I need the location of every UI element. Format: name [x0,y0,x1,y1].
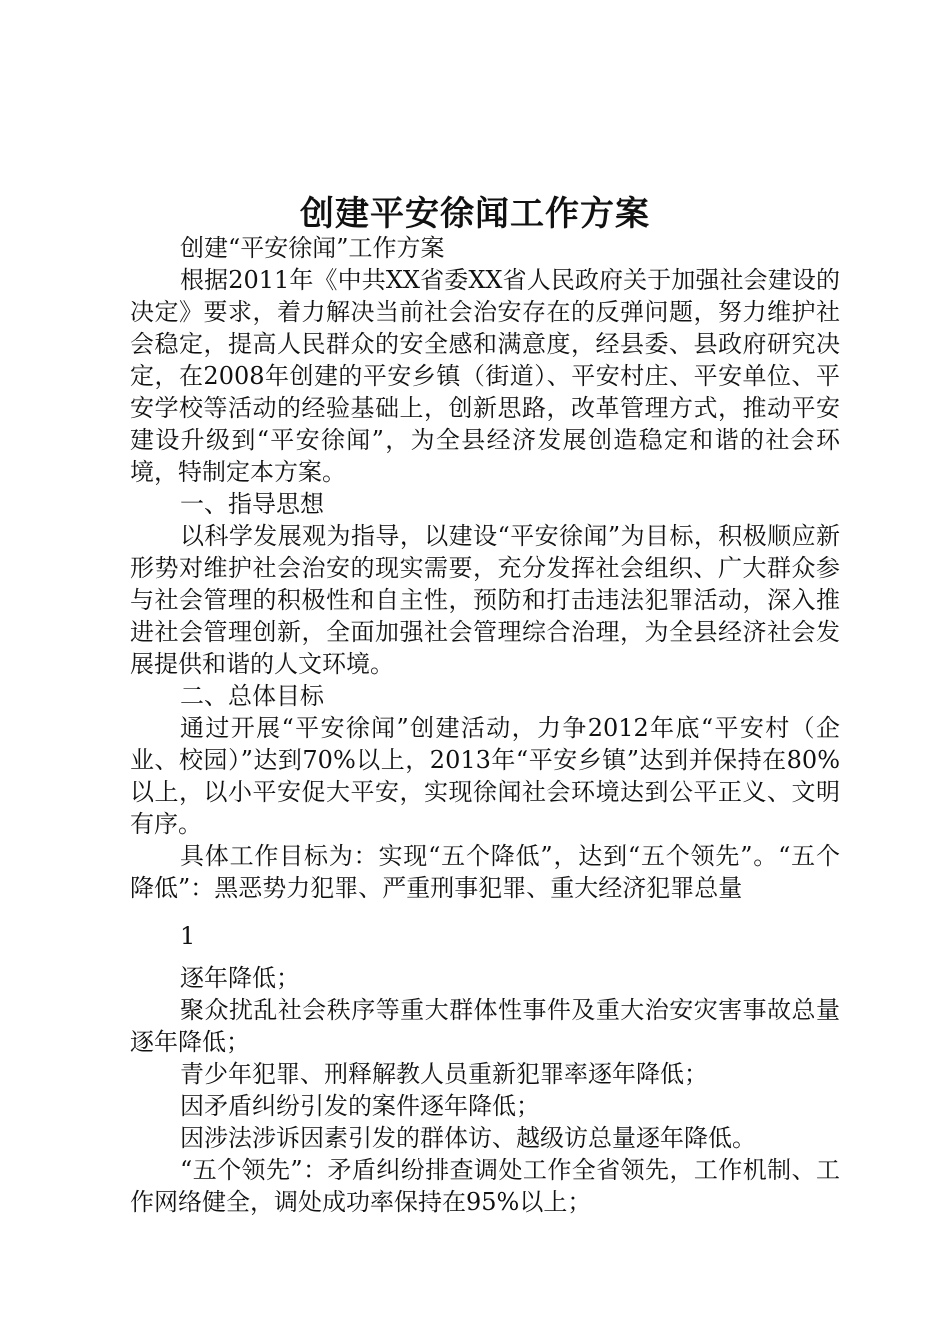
paragraph: 根据2011年《中共XX省委XX省人民政府关于加强社会建设的决定》要求，着力解决当前社会治安存在的反弹问题，努力维护社会稳定，提高人民群众的安全感和满意度，经县委、县政府研究决定，在2008年创建的平安乡镇（街道）、平安村庄、平安单位、平安学校等活动的经验基础上，创新思路，改革管理方式，推动平安建设升级到“平安徐闻”，为全县经济发展创造稳定和谐的社会环境，特制定本方案。 [130,266,840,486]
paragraph: 具体工作目标为：实现“五个降低”，达到“五个领先”。“五个降低”：黑恶势力犯罪、严重刑事犯罪、重大经济犯罪总量 [130,842,840,902]
paragraph: 通过开展“平安徐闻”创建活动，力争2012年底“平安村（企业、校园）”达到70%以上，2013年“平安乡镇”达到并保持在80%以上，以小平安促大平安，实现徐闻社会环境达到公平正义、文明有序。 [130,714,840,838]
paragraph: 青少年犯罪、刑释解教人员重新犯罪率逐年降低； [180,1060,708,1088]
paragraph: “五个领先”：矛盾纠纷排查调处工作全省领先，工作机制、工作网络健全，调处成功率保持在95%以上； [130,1156,840,1216]
document-title: 创建平安徐闻工作方案 [300,194,650,234]
paragraph: 逐年降低； [180,964,300,992]
document-body [130,232,840,1218]
paragraph: 因矛盾纠纷引发的案件逐年降低； [180,1092,540,1120]
page-number: 1 [180,922,196,950]
section-heading: 一、指导思想 [180,490,324,518]
section-heading: 二、总体目标 [180,682,324,710]
paragraph: 因涉法涉诉因素引发的群体访、越级访总量逐年降低。 [180,1124,756,1152]
paragraph: 聚众扰乱社会秩序等重大群体性事件及重大治安灾害事故总量逐年降低； [130,996,840,1056]
paragraph: 以科学发展观为指导，以建设“平安徐闻”为目标，积极顺应新形势对维护社会治安的现实需要，充分发挥社会组织、广大群众参与社会管理的积极性和自主性，预防和打击违法犯罪活动，深入推进社会管理创新，全面加强社会管理综合治理，为全县经济社会发展提供和谐的人文环境。 [130,522,840,678]
paragraph: 创建“平安徐闻”工作方案 [180,234,445,262]
